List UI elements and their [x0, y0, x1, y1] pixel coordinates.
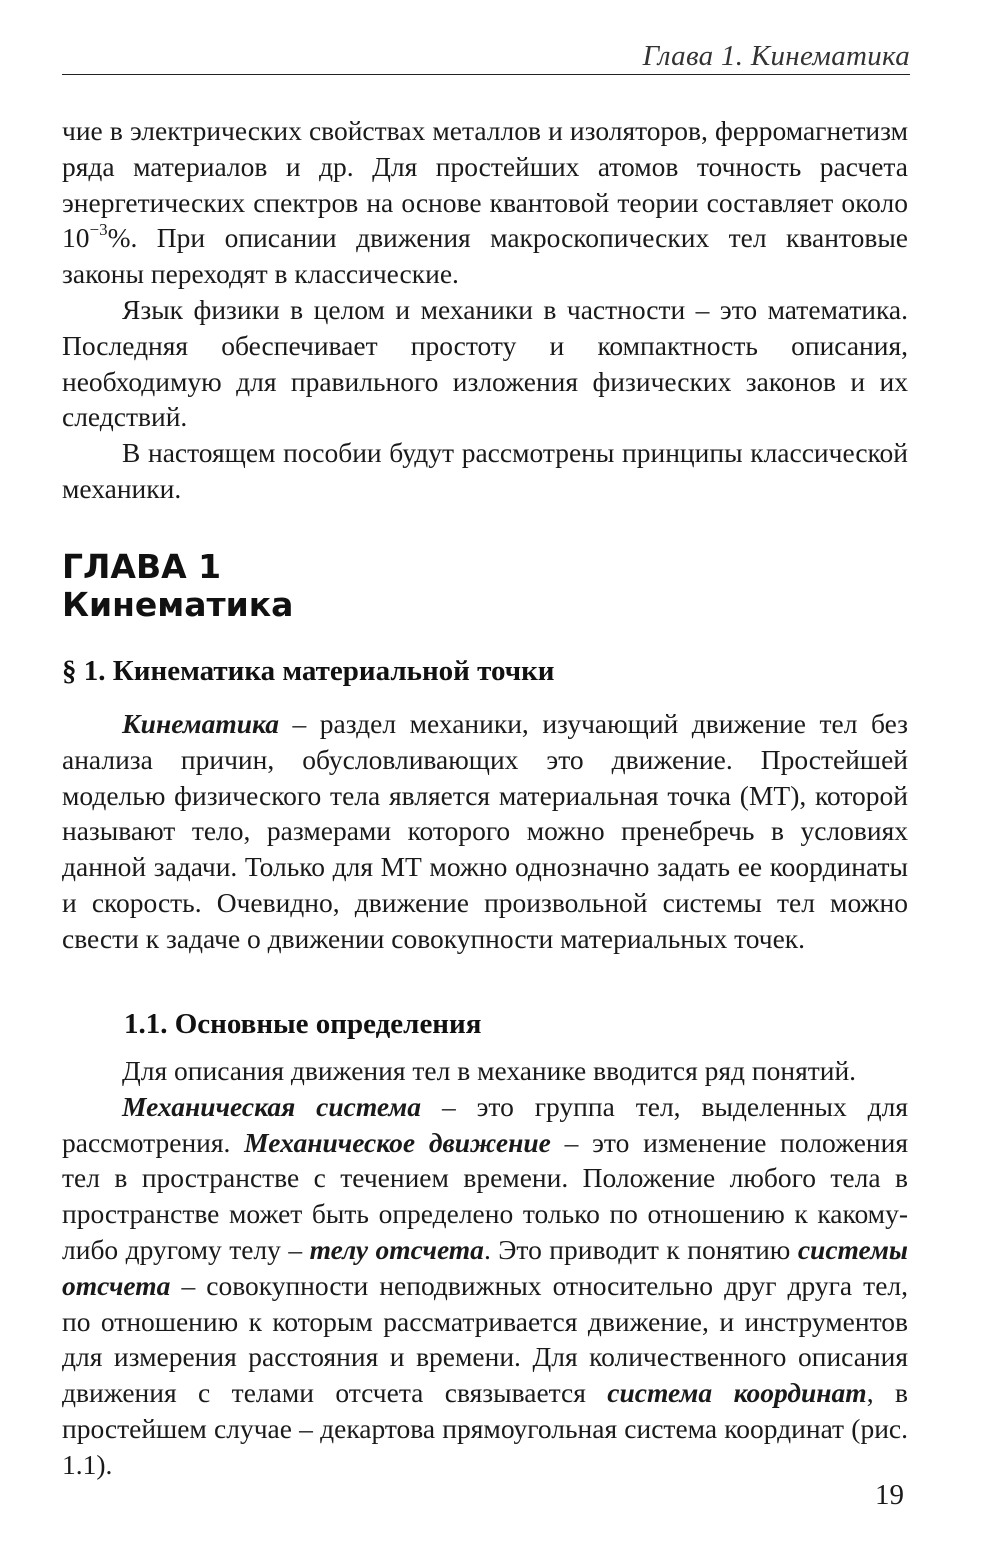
term-reference-body: телу отсчета: [309, 1233, 484, 1265]
chapter-heading: [62, 548, 293, 624]
definitions-paragraph: [62, 1089, 908, 1483]
kinematics-paragraph: [62, 706, 908, 957]
term-mechanical-system: Механическая система: [122, 1090, 422, 1122]
term-reference-frame: системы отсчета: [62, 1233, 908, 1301]
subsection-heading: 1.1. Основные определения: [124, 1008, 482, 1040]
section-heading: § 1. Кинематика материальной точки: [62, 655, 555, 687]
intro-text: [62, 113, 908, 507]
kinematics-text: [62, 706, 908, 957]
running-title: Глава 1. Кинематика: [642, 40, 910, 72]
running-header: [62, 36, 910, 75]
term-kinematics: Кинематика: [122, 708, 280, 739]
intro-paragraph-3: В настоящем пособии будут рассмотрены принципы классической механики.: [62, 437, 908, 504]
intro-p1-text: чие в электрических свойствах металлов и изоляторов, ферромагнетизм ряда материалов и др. Для простейших атомов точность расчета энергетических спектров на основе квантовой теории составляет около 10: [62, 115, 908, 254]
definition-text-5: , в простейшем случае – декартова прямоугольная система координат (рис. 1.1).: [62, 1377, 908, 1480]
intro-paragraph-2: Язык физики в целом и механики в частности – это математика. Последняя обеспечивает простоту и компактность описания, необходимую для правильного изложения физических законов и их следствий.: [62, 293, 908, 433]
page-number: 19: [875, 1479, 904, 1511]
intro-paragraph-1: [62, 113, 908, 292]
intro-p1-text-end: %. При описании движения макроскопических тел квантовые законы переходят в классические.: [62, 222, 908, 290]
definitions-intro: Для описания движения тел в механике вводится ряд понятий.: [122, 1055, 857, 1086]
term-mechanical-motion: Механическое движение: [244, 1126, 551, 1158]
kinematics-definition: – раздел механики, изучающий движение тел без анализа причин, обусловливающих это движение. Простейшей моделью физического тела является материальная точка (МТ), которой называют тело, размерами которого можно пренебречь в условиях данной задачи. Только для МТ можно однозначно задать ее координаты и скорость. Очевидно, движение произвольной системы тел можно свести к задаче о движении совокупности материальных точек.: [62, 708, 908, 954]
definition-text-2: – это изменение положения тел в пространстве с течением времени. Положение любого тела в пространстве может быть определено только по отношению к какому-либо другому телу –: [62, 1126, 908, 1265]
term-coordinate-system: система координат: [607, 1377, 867, 1409]
exponent: −3: [89, 220, 108, 240]
definition-text-4: – совокупности неподвижных относительно друг друга тел, по отношению к которым рассматривается движение, и инструментов для измерения расстояния и времени. Для количественного описания движения с телами отсчета связывается: [62, 1269, 908, 1409]
definition-text-1: – это группа тел, выделенных для рассмотрения.: [62, 1090, 908, 1158]
chapter-title: Кинематика: [62, 585, 294, 624]
chapter-number: ГЛАВА 1: [62, 547, 222, 586]
definition-text-3: . Это приводит к понятию: [483, 1233, 798, 1265]
definitions-text: [62, 1053, 908, 1483]
